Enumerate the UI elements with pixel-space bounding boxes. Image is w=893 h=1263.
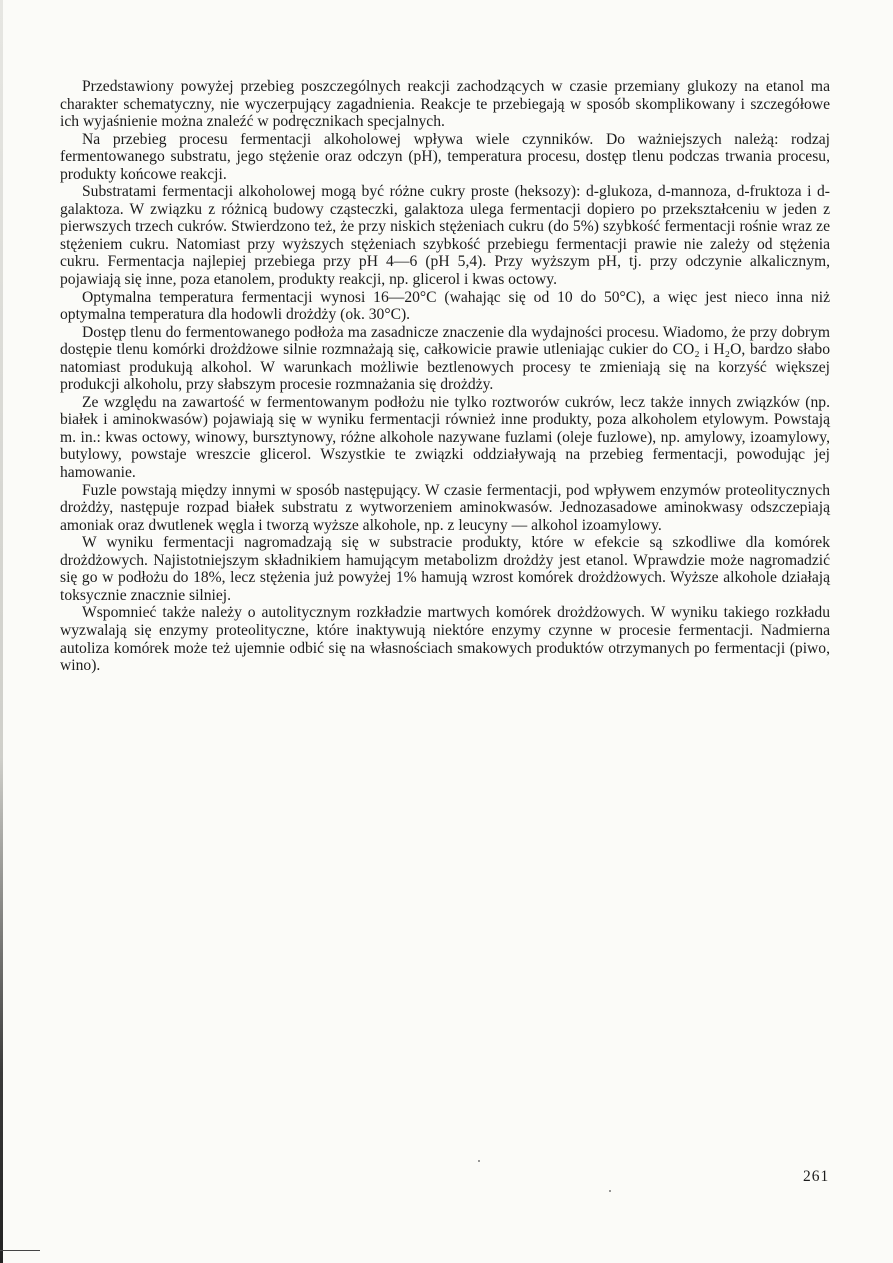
paragraph-reaction-scheme: Przedstawiony powyżej przebieg poszczególnych reakcji zachodzących w czasie przemiany glukozy na etanol ma charakter schematyczny, nie wyczerpujący zagadnienia. Reakcje te przebiegają w sposób skomplikowany i szczegółowe ich wyjaśnienie można znaleźć w podręcznikach specjalnych. bbox=[60, 78, 830, 131]
paragraph-fusel: Fuzle powstają między innymi w sposób następujący. W czasie fermentacji, pod wpływem enzymów proteolitycznych drożdży, następuje rozpad białek substratu z wytworzeniem aminokwasów. Jednozasadowe aminokwasy odszczepiają amoniak oraz dwutlenek węgla i tworzą wyższe alkohole, np. z leucyny — alkohol izoamylowy. bbox=[60, 481, 830, 534]
paragraph-factors: Na przebieg procesu fermentacji alkoholowej wpływa wiele czynników. Do ważniejszych należą: rodzaj fermentowanego substratu, jego stężenie oraz odczyn (pH), temperatura procesu, dostęp tlenu podczas trwania procesu, produkty końcowe reakcji. bbox=[60, 130, 830, 183]
paragraph-inhibition: W wyniku fermentacji nagromadzają się w substracie produkty, które w efekcie są szkodliwe dla komórek drożdżowych. Najistotniejszym składnikiem hamującym metabolizm drożdży jest etanol. Wprawdzie może nagromadzić się go w podłożu do 18%, lecz stężenia już powyżej 1% hamują wzrost komórek drożdżowych. Wyższe alkohole działają toksycznie znacznie silniej. bbox=[60, 534, 830, 604]
paragraph-autolysis: Wspomnieć także należy o autolitycznym rozkładzie martwych komórek drożdżowych. W wyniku takiego rozkładu wyzwalają się enzymy proteolityczne, które inaktywują niektóre enzymy czynne w procesie fermentacji. Nadmierna autoliza komórek może też ujemnie odbić się na własnościach smakowych produktów otrzymanych po fermentacji (piwo, wino). bbox=[60, 604, 830, 675]
scan-speck bbox=[609, 1190, 611, 1192]
page-body bbox=[60, 78, 830, 675]
scan-foot-mark bbox=[0, 1250, 40, 1251]
page-number: 261 bbox=[803, 1168, 830, 1185]
paragraph-byproducts: Ze względu na zawartość w fermentowanym podłożu nie tylko roztworów cukrów, lecz także innych związków (np. białek i aminokwasów) pojawiają się w wyniku fermentacji również inne produkty, poza alkoholem etylowym. Powstają m. in.: kwas octowy, winowy, bursztynowy, różne alkohole nazywane fuzlami (oleje fuzlowe), np. amylowy, izoamylowy, butylowy, powstaje wreszcie glicerol. Wszystkie te związki oddziaływają na przebieg fermentacji, powodując jej hamowanie. bbox=[60, 393, 830, 482]
paragraph-substrates: Substratami fermentacji alkoholowej mogą być różne cukry proste (heksozy): d-glukoza, d-mannoza, d-fruktoza i d-galaktoza. W związku z różnicą budowy cząsteczki, galaktoza ulega fermentacji dopiero po przekształceniu w jeden z pierwszych trzech cukrów. Stwierdzono też, że przy niskich stężeniach cukru (do 5%) szybkość fermentacji rośnie wraz ze stężeniem cukru. Natomiast przy wyższych stężeniach szybkość przebiegu fermentacji prawie nie zależy od stężenia cukru. Fermentacja najlepiej przebiega przy pH 4—6 (pH 5,4). Przy wyższym pH, tj. przy odczynie alkalicznym, pojawiają się inne, poza etanolem, produkty reakcji, np. glicerol i kwas octowy. bbox=[60, 183, 830, 289]
scan-edge-shadow bbox=[0, 0, 3, 1263]
paragraph-temperature: Optymalna temperatura fermentacji wynosi 16—20°C (wahając się od 10 do 50°C), a więc jest nieco inna niż optymalna temperatura dla hodowli drożdży (ok. 30°C). bbox=[60, 288, 830, 324]
scan-speck bbox=[478, 1160, 480, 1162]
paragraph-oxygen: Dostęp tlenu do fermentowanego podłoża ma zasadnicze znaczenie dla wydajności procesu. Wiadomo, że przy dobrym dostępie tlenu komórki drożdżowe silnie rozmnażają się, całkowicie prawie utleniając cukier do CO₂ i H₂O, bardzo słabo natomiast produkują alkohol. W warunkach możliwie beztlenowych procesy te zmieniają się na korzyść większej produkcji alkoholu, przy słabszym procesie rozmnażania się drożdży. bbox=[60, 323, 830, 394]
